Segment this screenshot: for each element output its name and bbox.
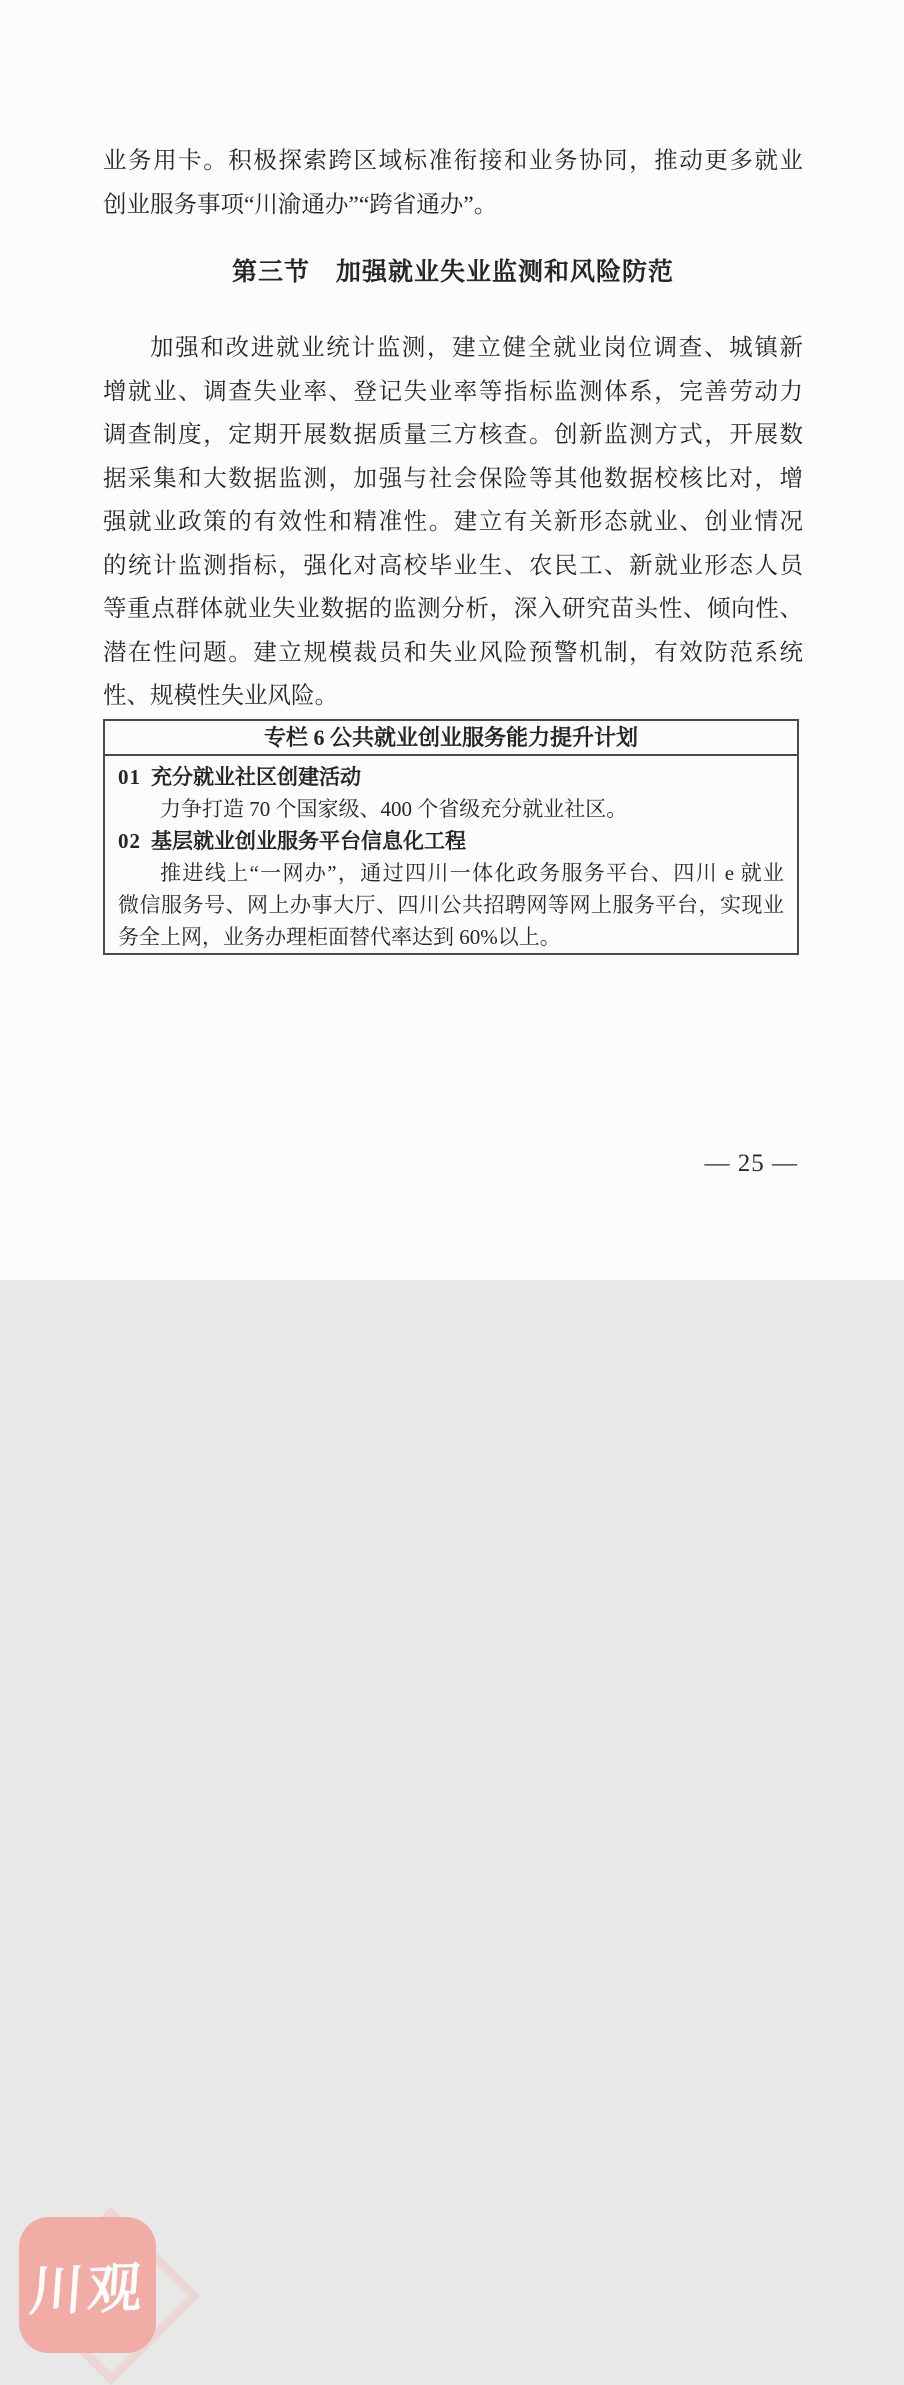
text-line: 力争打造 70 个国家级、400 个省级充分就业社区。 bbox=[160, 797, 628, 821]
text-line: 等重点群体就业失业数据的监测分析，深入研究苗头性、倾向性、 bbox=[103, 596, 803, 622]
text-line: 潜在性问题。建立规模裁员和失业风险预警机制，有效防范系统 bbox=[103, 639, 803, 666]
text-line: 增就业、调查失业率、登记失业率等指标监测体系，完善劳动力 bbox=[103, 378, 803, 405]
text-line: 调查制度，定期开展数据质量三方核查。创新监测方式，开展数 bbox=[103, 422, 803, 448]
text-line: 务全上网，业务办理柜面替代率达到 60%以上。 bbox=[118, 925, 561, 949]
text-line: 微信服务号、网上办事大厅、四川公共招聘网等网上服务平台，实现业 bbox=[118, 893, 784, 917]
box-item-2-number: 02 bbox=[118, 829, 141, 853]
box-item-2-body bbox=[118, 857, 784, 953]
watermark-diamond-decoration bbox=[22, 2207, 200, 2385]
text-line: 性、规模性失业风险。 bbox=[103, 683, 338, 709]
text-line: 推进线上“一网办”，通过四川一体化政务服务平台、四川 e 就业 bbox=[160, 861, 784, 885]
text-line: 加强和改进就业统计监测，建立健全就业岗位调查、城镇新 bbox=[150, 335, 803, 361]
page-number: — 25 — bbox=[704, 1150, 798, 1177]
box-item-1-number: 01 bbox=[118, 765, 141, 789]
chuanguan-watermark bbox=[0, 1090, 260, 2322]
column-box-title: 专栏 6 公共就业创业服务能力提升计划 bbox=[105, 721, 797, 756]
column-box-6 bbox=[103, 719, 799, 955]
column-box-body bbox=[105, 756, 797, 955]
box-item-2-title-text: 基层就业创业服务平台信息化工程 bbox=[151, 829, 466, 853]
text-line: 业务用卡。积极探索跨区域标准衔接和业务协同，推动更多就业 bbox=[103, 148, 803, 174]
paragraph-body bbox=[103, 327, 803, 719]
section-heading: 第三节 加强就业失业监测和风险防范 bbox=[231, 259, 674, 286]
box-item-1-body bbox=[118, 793, 784, 825]
box-item-2-title bbox=[118, 825, 784, 857]
watermark-logo-text: 川观 bbox=[26, 2257, 148, 2322]
box-item-1-title-text: 充分就业社区创建活动 bbox=[151, 765, 361, 789]
text-line: 据采集和大数据监测，加强与社会保险等其他数据校核比对，增 bbox=[103, 465, 803, 492]
text-line: 的统计监测指标，强化对高校毕业生、农民工、新就业形态人员 bbox=[103, 552, 803, 579]
paragraph-continuation bbox=[103, 139, 803, 227]
watermark-badge bbox=[19, 2217, 156, 2353]
box-item-1-title bbox=[118, 761, 784, 793]
text-line: 强就业政策的有效性和精准性。建立有关新形态就业、创业情况 bbox=[103, 509, 803, 535]
text-line: 创业服务事项“川渝通办”“跨省通办”。 bbox=[103, 192, 498, 218]
